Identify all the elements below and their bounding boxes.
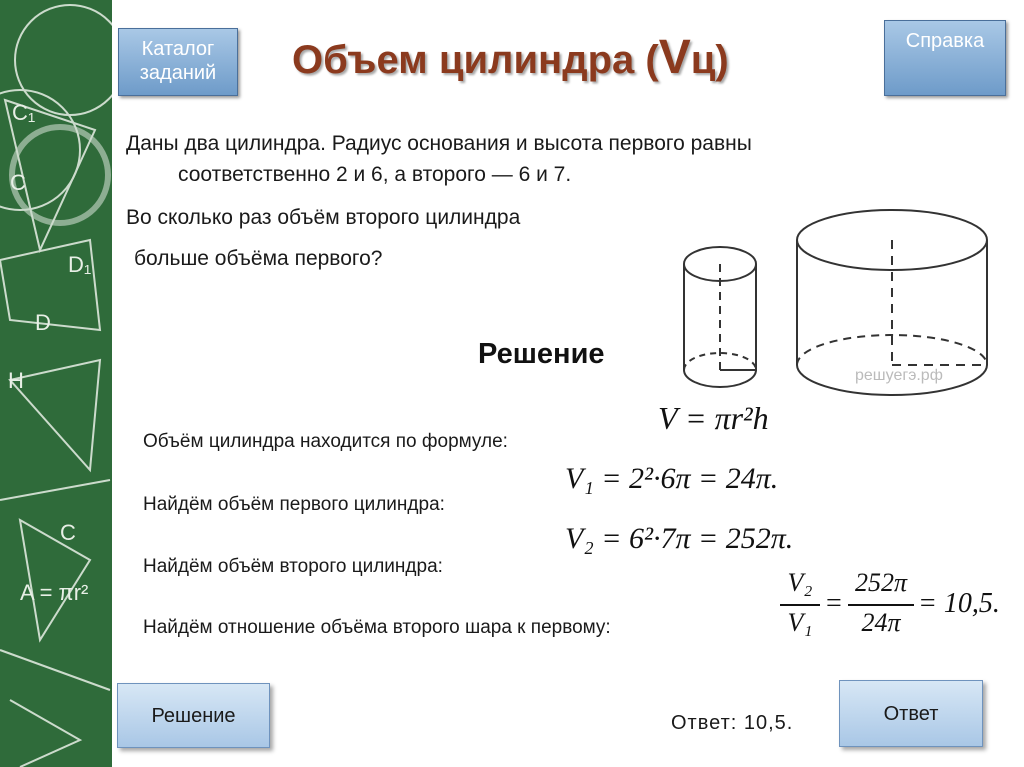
page-title: Объем цилиндра (Vц) bbox=[292, 31, 729, 84]
formula-volume: V = πr²h bbox=[658, 400, 769, 436]
svg-text:A = πr²: A = πr² bbox=[20, 580, 89, 605]
step-4-text: Найдём отношение объёма второго шара к первому: bbox=[143, 617, 611, 638]
problem-line-2: соответственно 2 и 6, а второго — 6 и 7. bbox=[178, 163, 572, 186]
solution-heading: Решение bbox=[478, 338, 605, 370]
geometry-doodles bbox=[0, 0, 112, 767]
svg-text:D: D bbox=[35, 310, 51, 335]
step-2-text: Найдём объём первого цилиндра: bbox=[143, 494, 445, 515]
solution-button[interactable] bbox=[117, 683, 270, 748]
ratio-denominator-right: 24π bbox=[861, 608, 901, 637]
svg-text:D₁: D₁ bbox=[68, 252, 92, 277]
answer-text: Ответ: 10,5. bbox=[671, 712, 794, 734]
svg-text:C₁: C₁ bbox=[12, 100, 36, 125]
problem-line-4: больше объёма первого? bbox=[134, 247, 383, 270]
svg-text:C: C bbox=[60, 520, 76, 545]
cylinders-figure bbox=[680, 200, 1000, 400]
problem-line-1: Даны два цилиндра. Радиус основания и высота первого равны bbox=[126, 132, 752, 155]
catalog-button[interactable] bbox=[118, 28, 238, 96]
fraction-bar-right bbox=[848, 604, 914, 606]
ratio-numerator-right: 252π bbox=[854, 568, 908, 597]
solution-button-label: Решение bbox=[151, 705, 236, 727]
formula-v1: V₁ = 2²·6π = 24π. bbox=[565, 462, 779, 495]
answer-button-label: Ответ bbox=[883, 703, 939, 725]
help-button[interactable] bbox=[884, 20, 1006, 96]
step-3-text: Найдём объём второго цилиндра: bbox=[143, 556, 443, 577]
problem-line-3: Во сколько раз объём второго цилиндра bbox=[126, 206, 521, 229]
watermark-text: решуегэ.рф bbox=[855, 367, 943, 384]
chalkboard-decoration bbox=[0, 0, 112, 767]
formula-v2: V₂ = 6²·7π = 252π. bbox=[565, 522, 794, 555]
catalog-button-label: Каталог заданий bbox=[139, 38, 217, 84]
svg-text:C: C bbox=[10, 170, 26, 195]
svg-text:H: H bbox=[8, 368, 24, 393]
formula-ratio: V₂ V₁ = 252π 24π = 10,5. bbox=[778, 568, 1008, 648]
ratio-denominator-left: V₁ bbox=[787, 608, 813, 637]
fraction-bar-left bbox=[780, 604, 820, 606]
ratio-result: = 10,5. bbox=[918, 588, 1000, 619]
help-button-label: Справка bbox=[905, 30, 985, 52]
ratio-numerator-left: V₂ bbox=[787, 568, 813, 597]
step-1-text: Объём цилиндра находится по формуле: bbox=[143, 431, 508, 452]
answer-button[interactable] bbox=[839, 680, 983, 747]
